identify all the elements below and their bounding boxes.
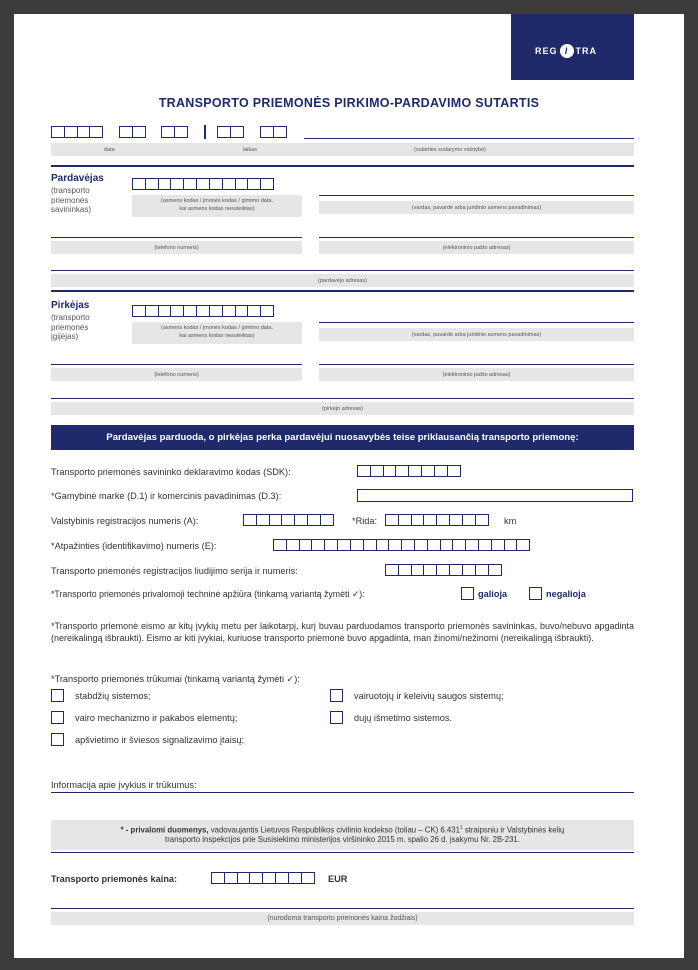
- seller-code-boxes[interactable]: [132, 178, 273, 190]
- buyer-subheading: (transporto priemonės įgijėjas): [51, 313, 90, 341]
- info-line[interactable]: [51, 792, 634, 793]
- damage-paragraph: *Transporto priemonė eismo ar kitų įvykių metu per laikotarpį, kurį buvau parduodamos transporto priemonės savininkas, buvo/nebuvo apgadinta (nereikalingą išbraukti). Eismo ar kiti įvykiai, kuriuose transporto priemonė buvo apgadinta, man žinomi/nežinomi (nereikalingą išbraukti).: [51, 621, 634, 643]
- mileage-boxes[interactable]: [385, 514, 488, 526]
- time-label: laikas: [243, 147, 258, 153]
- defect-lighting-label: apšvietimo ir šviesos signalizavimo įtaisų;: [75, 735, 245, 745]
- sdk-label: Transporto priemonės savininko deklaravimo kodas (SDK):: [51, 467, 291, 477]
- registra-logo: REG I TRA: [511, 14, 634, 80]
- state-label: (sutarties sudarymo valstybė): [414, 147, 486, 153]
- inspection-label: *Transporto priemonės privalomoji techninė apžiūra (tinkamą variantą žymėti ✓):: [51, 589, 365, 599]
- seller-email-label: (elektroninio pašto adresas): [442, 245, 511, 251]
- buyer-phone-label: (telefono numeris): [154, 372, 199, 378]
- mileage-label: *Rida:: [352, 516, 378, 526]
- footnote-line-2: transporto inspekcijos prie Susisiekimo ministerijos viršininko 2015 m. spalio 26 d. įsakymu Nr. 2B-231.: [165, 835, 520, 844]
- defects-heading: *Transporto priemonės trūkumai (tinkamą variantą žymėti ✓):: [51, 674, 300, 684]
- defect-steering-label: vairo mechanizmo ir pakabos elementų;: [75, 713, 238, 723]
- buyer-heading: Pirkėjas: [51, 300, 90, 311]
- make-input[interactable]: [357, 489, 633, 502]
- date-day-boxes[interactable]: [161, 126, 187, 138]
- seller-name-label: (vardas, pavardė arba juridinio asmens pavadinimas): [411, 205, 542, 211]
- date-label: data: [104, 147, 115, 153]
- defect-steering-checkbox[interactable]: [51, 711, 64, 724]
- cert-label: Transporto priemonės registracijos liudijimo serija ir numeris:: [51, 566, 298, 576]
- seller-code-label: (asmens kodas / įmonės kodas / gimimo data, kai asmens kodas nesuteiktas): [161, 198, 273, 212]
- footnote-line-1: * - privalomi duomenys, vadovaujantis Lietuvos Respublikos civilinio kodekso (toliau – CK) 6.431$^1$ straipsniu ir Valstybinės kelių: [120, 825, 565, 835]
- vin-label: *Atpažinties (identifikavimo) numeris (E):: [51, 541, 217, 551]
- defect-safety-label: vairuotojų ir keleivių saugos sistemų;: [354, 691, 504, 701]
- time-minute-boxes[interactable]: [260, 126, 286, 138]
- price-label: Transporto priemonės kaina:: [51, 874, 178, 884]
- defect-safety-checkbox[interactable]: [330, 689, 343, 702]
- cert-boxes[interactable]: [385, 564, 500, 576]
- inspection-valid-label: galioja: [478, 589, 508, 599]
- seller-phone-label: (telefono numeris): [154, 245, 199, 251]
- time-hour-boxes[interactable]: [217, 126, 243, 138]
- info-label: Informacija apie įvykius ir trūkumus:: [51, 780, 197, 790]
- defect-brakes-label: stabdžių sistemos;: [75, 691, 151, 701]
- inspection-valid-checkbox[interactable]: [461, 587, 474, 600]
- defect-exhaust-label: dujų išmetimo sistemos.: [354, 713, 453, 723]
- buyer-email-label: (elektroninio pašto adresas): [442, 372, 511, 378]
- reg-number-boxes[interactable]: [243, 514, 333, 526]
- date-year-boxes[interactable]: [51, 126, 102, 138]
- price-boxes[interactable]: [211, 872, 314, 884]
- inspection-invalid-label: negalioja: [546, 589, 586, 599]
- defect-exhaust-checkbox[interactable]: [330, 711, 343, 724]
- buyer-code-label: (asmens kodas / įmonės kodas / gimimo data, kai asmens kodas nesuteiktas): [161, 325, 273, 339]
- date-month-boxes[interactable]: [119, 126, 145, 138]
- inspection-invalid-checkbox[interactable]: [529, 587, 542, 600]
- km-label: km: [504, 516, 517, 526]
- reg-number-label: Valstybinis registracijos numeris (A):: [51, 516, 199, 526]
- defect-brakes-checkbox[interactable]: [51, 689, 64, 702]
- make-label: *Gamybinė markė (D.1) ir komercinis pavadinimas (D.3):: [51, 491, 282, 501]
- buyer-code-boxes[interactable]: [132, 305, 273, 317]
- seller-address-label: (pardavėjo adresas): [318, 278, 367, 284]
- document-title: TRANSPORTO PRIEMONĖS PIRKIMO-PARDAVIMO SUTARTIS: [158, 96, 540, 110]
- contract-page: [14, 14, 684, 958]
- defect-lighting-checkbox[interactable]: [51, 733, 64, 746]
- buyer-name-label: (vardas, pavardė arba juridinio asmens pavadinimas): [411, 332, 542, 338]
- seller-subheading: (transporto priemonės savininkas): [51, 186, 92, 214]
- price-words-label: (nurodoma transporto priemonės kaina žodžiais): [267, 915, 418, 922]
- buyer-address-label: (pirkėjo adresas): [322, 406, 363, 412]
- sale-banner: Pardavėjas parduoda, o pirkėjas perka pardavėjui nuosavybės teise priklausančią transporto priemonę:: [51, 425, 634, 450]
- vin-boxes[interactable]: [273, 539, 529, 551]
- currency-label: EUR: [328, 874, 348, 884]
- seller-heading: Pardavėjas: [51, 173, 104, 184]
- sdk-boxes[interactable]: [357, 465, 460, 477]
